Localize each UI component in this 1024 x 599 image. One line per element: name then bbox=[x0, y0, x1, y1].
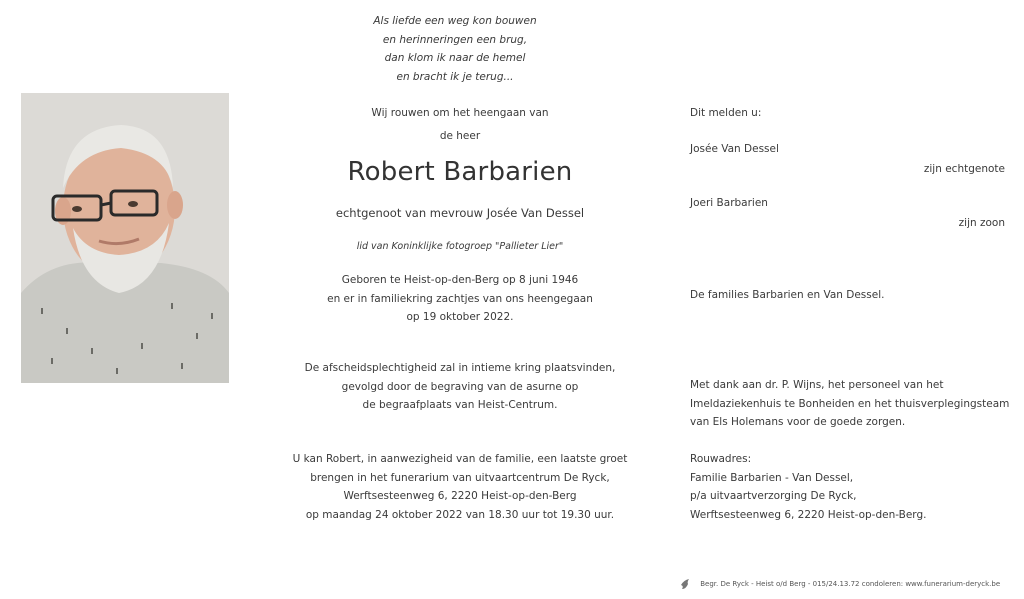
footer bbox=[680, 578, 1000, 590]
thanks-line: Imeldaziekenhuis te Bonheiden en het thuisverplegingsteam bbox=[690, 397, 1010, 410]
birth-death bbox=[270, 271, 650, 327]
address-line: p/a uitvaartverzorging De Ryck, bbox=[690, 490, 857, 502]
ceremony-line: gevolgd door de begraving van de asurne op bbox=[341, 380, 579, 393]
portrait-photo bbox=[21, 93, 229, 383]
thanks-line: Met dank aan dr. P. Wijns, het personeel van het bbox=[690, 379, 944, 391]
poem-line: en herinneringen een brug, bbox=[382, 33, 528, 46]
ceremony-line: De afscheidsplechtigheid zal in intieme kring plaatsvinden, bbox=[304, 362, 616, 374]
intro bbox=[270, 104, 650, 145]
birth-death-line: Geboren te Heist-op-den-Berg op 8 juni 1946 bbox=[341, 274, 579, 286]
relative-name: Josée Van Dessel bbox=[690, 143, 779, 155]
intro-line: Wij rouwen om het heengaan van bbox=[371, 107, 549, 119]
deceased-name: Robert Barbarien bbox=[347, 157, 573, 187]
relative-relation: zijn zoon bbox=[958, 216, 1005, 229]
relative-name: Joeri Barbarien bbox=[690, 197, 768, 209]
relative-entry bbox=[690, 194, 1005, 232]
relative-entry bbox=[690, 140, 1005, 178]
member-line: lid van Koninklijke fotogroep "Pallieter Lier" bbox=[356, 241, 564, 252]
birth-death-line: en er in familiekring zachtjes van ons heengegaan bbox=[327, 292, 593, 305]
ceremony bbox=[270, 359, 650, 415]
intro-title: de heer bbox=[439, 129, 481, 142]
address-line: Familie Barbarien - Van Dessel, bbox=[690, 471, 854, 484]
address bbox=[690, 450, 1005, 524]
address-heading: Rouwadres: bbox=[690, 453, 752, 465]
visitation-line: op maandag 24 oktober 2022 van 18.30 uur tot 19.30 uur. bbox=[305, 508, 615, 521]
visitation-line: Werftsesteenweg 6, 2220 Heist-op-den-Berg bbox=[343, 490, 577, 502]
poem-line: en bracht ik je terug... bbox=[396, 70, 514, 83]
visitation-line: brengen in het funerarium van uitvaartcentrum De Ryck, bbox=[310, 471, 610, 484]
poem bbox=[330, 12, 580, 86]
ceremony-line: de begraafplaats van Heist-Centrum. bbox=[362, 399, 558, 411]
thanks-line: van Els Holemans voor de goede zorgen. bbox=[690, 416, 906, 428]
announce-heading: Dit melden u: bbox=[690, 107, 762, 119]
relative-relation: zijn echtgenote bbox=[923, 162, 1005, 175]
visitation bbox=[270, 450, 650, 524]
families-line: De families Barbarien en Van Dessel. bbox=[690, 289, 885, 301]
address-line: Werftsesteenweg 6, 2220 Heist-op-den-Berg. bbox=[690, 508, 927, 521]
poem-line: Als liefde een weg kon bouwen bbox=[373, 15, 537, 27]
poem-line: dan klom ik naar de hemel bbox=[384, 52, 526, 64]
footer-text: Begr. De Ryck - Heist o/d Berg - 015/24.13.72 condoleren: www.funerarium-deryck.be bbox=[700, 580, 1001, 588]
birth-death-line: op 19 oktober 2022. bbox=[406, 311, 514, 323]
spouse-line: echtgenoot van mevrouw Josée Van Dessel bbox=[335, 206, 585, 220]
visitation-line: U kan Robert, in aanwezigheid van de familie, een laatste groet bbox=[292, 453, 628, 465]
dove-icon bbox=[680, 580, 700, 588]
thanks bbox=[690, 376, 1010, 432]
